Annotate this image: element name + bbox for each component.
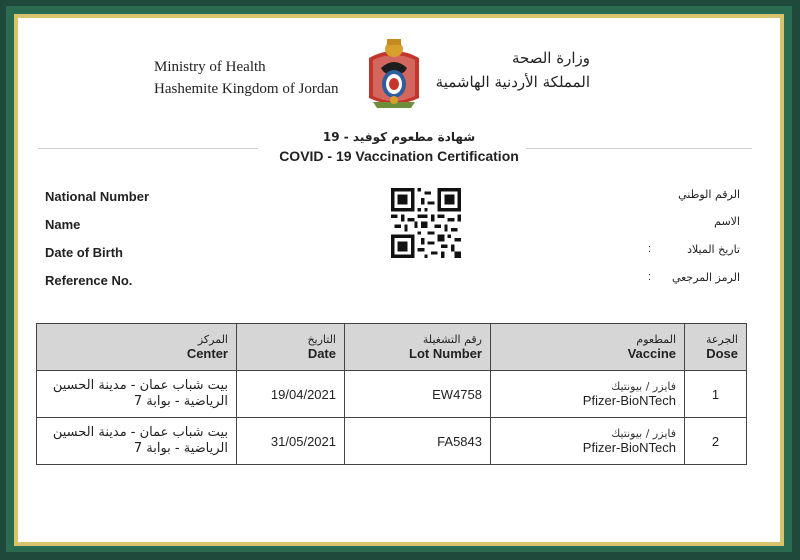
header-vaccine	[491, 324, 685, 371]
cell-lot: EW4758	[345, 371, 491, 418]
field-reference-label: Reference No.	[45, 273, 133, 288]
title-arabic: شهادة مطعوم كوفيد - 19	[322, 130, 476, 144]
cell-vaccine	[491, 371, 685, 418]
cell-vaccine-ar: فايزر / بيونتيك	[611, 427, 676, 440]
header-date	[237, 324, 345, 371]
kingdom-name-en: Hashemite Kingdom of Jordan	[154, 81, 339, 97]
cell-date: 19/04/2021	[237, 371, 345, 418]
field-dob-label: Date of Birth	[45, 245, 123, 260]
header-date-en: Date	[307, 346, 336, 361]
header-dose-ar: الجرعة	[705, 333, 738, 346]
dose-table	[36, 323, 747, 465]
table-header-row	[37, 324, 747, 371]
field-national-number-label: National Number	[45, 189, 150, 204]
header-date-ar: التاريخ	[307, 333, 336, 346]
field-name-label: Name	[45, 217, 81, 232]
header-lot-en: Lot Number	[409, 346, 482, 361]
header-center	[37, 324, 237, 371]
certificate-card	[18, 18, 780, 542]
cell-dose: 2	[685, 418, 747, 465]
header-dose-en: Dose	[706, 346, 738, 361]
cell-dose: 1	[685, 371, 747, 418]
kingdom-name-ar: المملكة الأردنية الهاشمية	[435, 73, 590, 91]
dob-colon: :	[648, 243, 652, 255]
ministry-name-en: Ministry of Health	[154, 59, 266, 75]
cell-center: بيت شباب عمان - مدينة الحسين الرياضية - بوابة 7	[37, 371, 237, 418]
cell-vaccine	[491, 418, 685, 465]
title-english: COVID - 19 Vaccination Certification	[279, 148, 519, 164]
header-vaccine-ar: المطعوم	[636, 333, 676, 346]
header-center-en: Center	[186, 346, 228, 361]
cell-vaccine-en: Pfizer-BioNTech	[582, 440, 676, 455]
header-center-ar: المركز	[197, 333, 228, 346]
jordan-coat-of-arms-icon	[363, 36, 425, 112]
cell-lot: FA5843	[345, 418, 491, 465]
header-arabic	[436, 46, 590, 94]
header-english	[154, 56, 339, 100]
header-vaccine-en: Vaccine	[627, 346, 676, 361]
table-row	[37, 418, 747, 465]
cell-vaccine-ar: فايزر / بيونتيك	[611, 380, 676, 393]
field-name-label-ar: الاسم	[714, 215, 740, 228]
header-lot-ar: رقم التشغيلة	[422, 333, 482, 346]
cell-date: 31/05/2021	[237, 418, 345, 465]
field-reference-label-ar: الرمز المرجعي	[671, 271, 740, 284]
table-row	[37, 371, 747, 418]
cell-vaccine-en: Pfizer-BioNTech	[582, 393, 676, 408]
header-dose	[685, 324, 747, 371]
header-lot	[345, 324, 491, 371]
field-dob-label-ar: تاريخ الميلاد	[687, 243, 740, 256]
qr-code-icon	[390, 188, 462, 258]
field-national-number-label-ar: الرقم الوطني	[678, 188, 740, 201]
reference-colon: :	[648, 271, 652, 283]
ministry-name-ar: وزارة الصحة	[512, 49, 590, 67]
cell-center: بيت شباب عمان - مدينة الحسين الرياضية - بوابة 7	[37, 418, 237, 465]
